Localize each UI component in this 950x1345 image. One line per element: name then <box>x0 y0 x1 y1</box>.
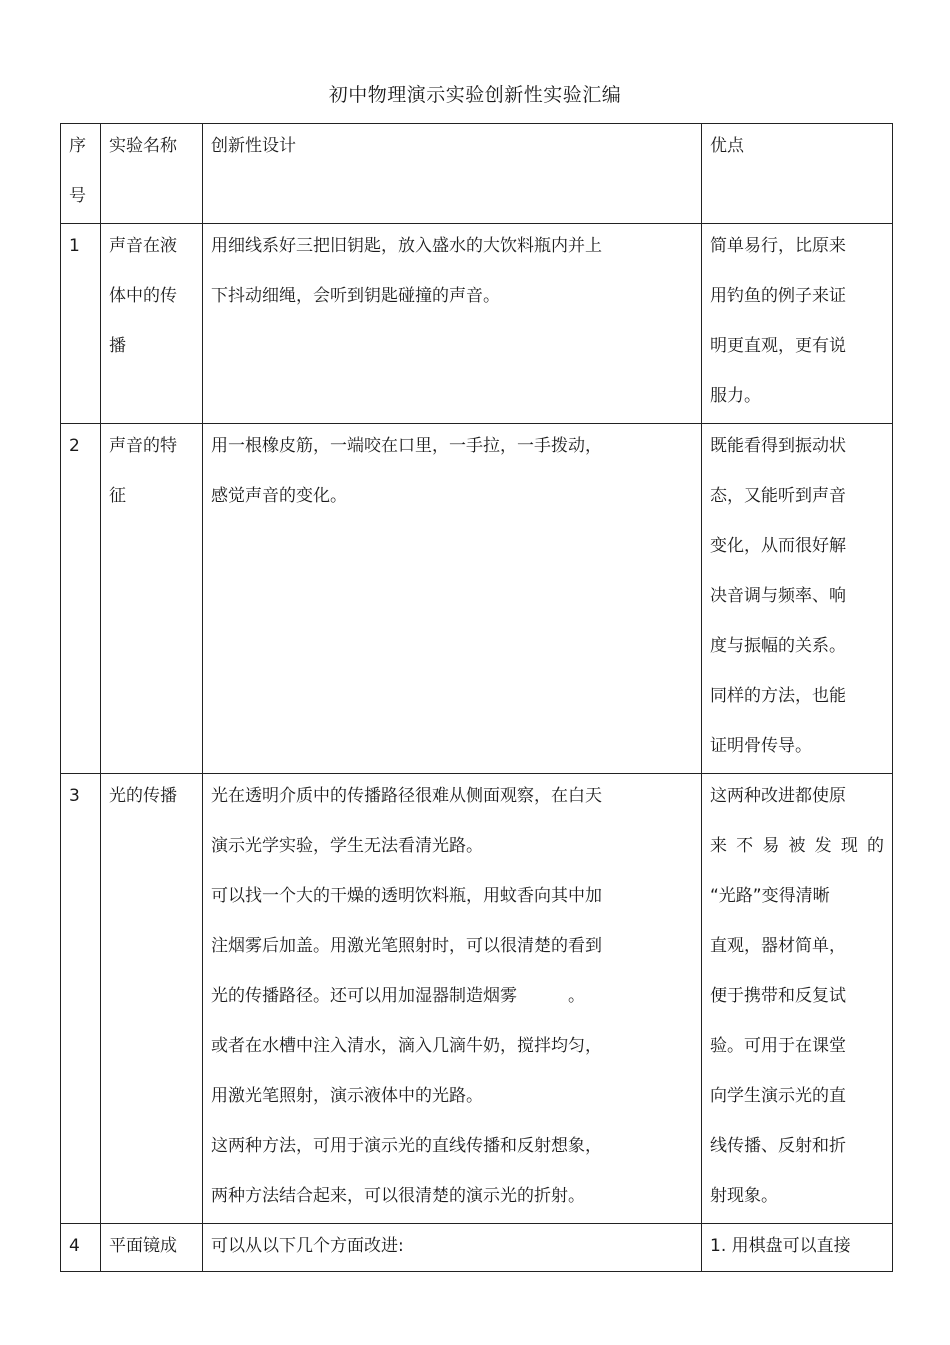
header-advantage-label: 优点 <box>710 136 744 156</box>
row-index-cell <box>61 1224 101 1272</box>
row-name-line: 光的传播 <box>109 786 177 806</box>
row-index: 1 <box>69 236 80 256</box>
row-design-cell <box>203 224 702 424</box>
row-index: 2 <box>69 436 80 456</box>
row-index-cell <box>61 774 101 1224</box>
table-header-row <box>61 124 893 224</box>
row-design-line: 可以从以下几个方面改进: <box>211 1236 404 1256</box>
row-design-line: 这两种方法，可用于演示光的直线传播和反射想象， <box>211 1136 602 1156</box>
row-advantage-line: 向学生演示光的直 <box>710 1086 846 1106</box>
row-advantage-line: 射现象。 <box>710 1186 778 1206</box>
row-name-line: 声音在液 <box>109 236 177 256</box>
header-index-line: 序 <box>69 136 86 156</box>
row-advantage-line: 服力。 <box>710 386 761 406</box>
row-name-line: 播 <box>109 336 126 356</box>
row-name-cell <box>101 424 203 774</box>
row-advantage-line: 用钓鱼的例子来证 <box>710 286 846 306</box>
table-row <box>61 424 893 774</box>
row-index: 4 <box>69 1236 80 1256</box>
row-advantage-cell <box>702 774 893 1224</box>
row-design-line: 用一根橡皮筋，一端咬在口里，一手拉，一手拨动， <box>211 436 602 456</box>
row-design-line: 感觉声音的变化。 <box>211 486 347 506</box>
header-advantage <box>702 124 893 224</box>
row-name-line: 声音的特 <box>109 436 177 456</box>
row-name-line: 平面镜成 <box>109 1236 177 1256</box>
row-advantage-line: 变化，从而很好解 <box>710 536 846 556</box>
header-name-label: 实验名称 <box>109 136 177 156</box>
row-advantage-line: 证明骨传导。 <box>710 736 812 756</box>
row-design-line: 用激光笔照射，演示液体中的光路。 <box>211 1086 483 1106</box>
row-advantage-line: 直观，器材简单， <box>710 936 846 956</box>
row-design-cell <box>203 774 702 1224</box>
row-design-line: 用细线系好三把旧钥匙，放入盛水的大饮料瓶内并上 <box>211 236 602 256</box>
row-design-line: 可以找一个大的干燥的透明饮料瓶，用蚊香向其中加 <box>211 886 602 906</box>
row-advantage-cell <box>702 224 893 424</box>
document-title: 初中物理演示实验创新性实验汇编 <box>328 84 622 106</box>
row-advantage-line: 既能看得到振动状 <box>710 436 846 456</box>
row-advantage-line: 验。可用于在课堂 <box>710 1036 846 1056</box>
row-advantage-cell <box>702 424 893 774</box>
row-design-line: 演示光学实验，学生无法看清光路。 <box>211 836 483 856</box>
header-design-label: 创新性设计 <box>211 136 296 156</box>
row-advantage-line: “光路”变得清晰 <box>710 886 830 906</box>
row-index: 3 <box>69 786 80 806</box>
row-design-line: 或者在水槽中注入清水，滴入几滴牛奶，搅拌均匀， <box>211 1036 602 1056</box>
row-advantage-line: 便于携带和反复试 <box>710 986 846 1006</box>
row-name-cell <box>101 1224 203 1272</box>
row-design-cell <box>203 424 702 774</box>
row-design-cell <box>203 1224 702 1272</box>
row-name-cell <box>101 774 203 1224</box>
header-index <box>61 124 101 224</box>
row-advantage-line: 线传播、反射和折 <box>710 1136 846 1156</box>
row-design-line: 光在透明介质中的传播路径很难从侧面观察，在白天 <box>211 786 602 806</box>
row-advantage-line: 1. 用棋盘可以直接 <box>710 1236 851 1256</box>
row-advantage-line: 态，又能听到声音 <box>710 486 846 506</box>
row-advantage-line: 同样的方法，也能 <box>710 686 846 706</box>
experiment-table <box>60 123 893 1272</box>
table-row <box>61 774 893 1224</box>
table-row <box>61 1224 893 1272</box>
row-name-line: 体中的传 <box>109 286 177 306</box>
row-design-line: 光的传播路径。还可以用加湿器制造烟雾 。 <box>211 986 585 1006</box>
row-advantage-line: 简单易行，比原来 <box>710 236 846 256</box>
header-index-line: 号 <box>69 186 86 206</box>
header-name <box>101 124 203 224</box>
row-design-line: 注烟雾后加盖。用激光笔照射时，可以很清楚的看到 <box>211 936 602 956</box>
row-advantage-line: 度与振幅的关系。 <box>710 636 846 656</box>
row-advantage-line: 这两种改进都使原 <box>710 786 846 806</box>
row-advantage-line: 决音调与频率、响 <box>710 586 846 606</box>
row-name-line: 征 <box>109 486 126 506</box>
row-design-line: 下抖动细绳，会听到钥匙碰撞的声音。 <box>211 286 500 306</box>
row-index-cell <box>61 224 101 424</box>
row-name-cell <box>101 224 203 424</box>
row-advantage-line: 明更直观，更有说 <box>710 336 846 356</box>
table-row <box>61 224 893 424</box>
row-advantage-cell <box>702 1224 893 1272</box>
row-design-line: 两种方法结合起来，可以很清楚的演示光的折射。 <box>211 1186 585 1206</box>
header-design <box>203 124 702 224</box>
row-index-cell <box>61 424 101 774</box>
row-advantage-line: 来不易被发现的 <box>710 836 884 856</box>
